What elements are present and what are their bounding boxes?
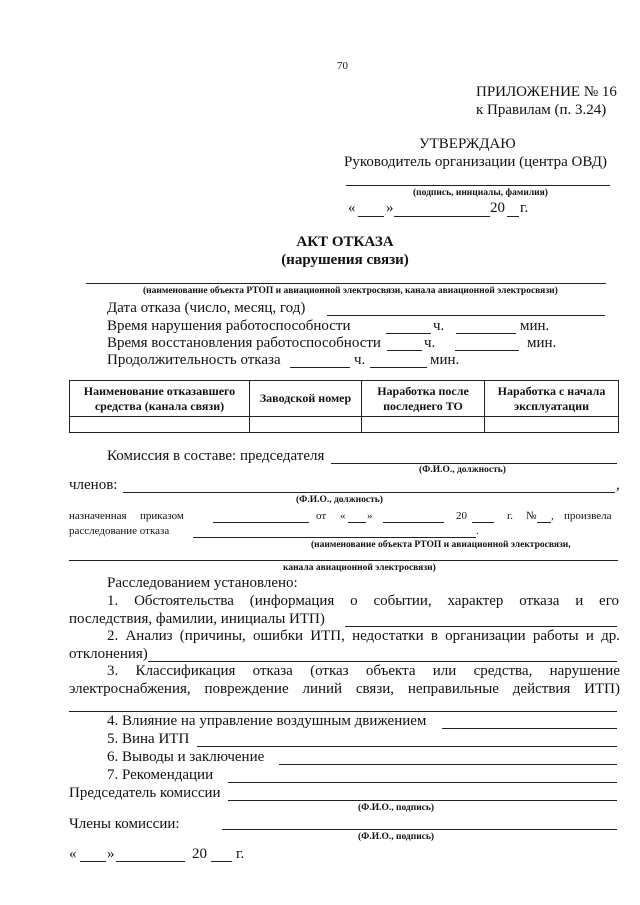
order-year-suffix: г.: [507, 510, 514, 522]
members-signature-caption: (Ф.И.О., подпись): [358, 832, 435, 842]
act-title: АКТ ОТКАЗА: [296, 234, 394, 250]
table-cell-name[interactable]: [70, 417, 250, 433]
approval-position: Руководитель организации (центра ОВД): [344, 154, 607, 170]
appendix-title: ПРИЛОЖЕНИЕ № 16: [476, 84, 617, 100]
members-label: членов:: [69, 477, 118, 493]
finding-1-field[interactable]: [345, 626, 617, 627]
page-number: 70: [337, 60, 348, 72]
investigation-object-field-2[interactable]: [69, 560, 618, 561]
order-word-performed: произвела: [564, 510, 612, 522]
finding-5-field[interactable]: [197, 746, 617, 747]
final-date-close: »: [107, 846, 115, 862]
table-cell-since-start[interactable]: [485, 417, 619, 433]
investigation-end: .: [476, 525, 479, 537]
equipment-table: [69, 380, 619, 433]
finding-4-label: 4. Влияние на управление воздушным движением: [107, 713, 427, 729]
disruption-minutes-unit: мин.: [520, 318, 550, 334]
order-year-field[interactable]: [472, 522, 494, 523]
approval-sign-line[interactable]: [346, 185, 610, 186]
final-date-year: 20: [192, 846, 207, 862]
act-subtitle: (нарушения связи): [281, 252, 409, 268]
duration-hours-unit: ч.: [354, 352, 366, 368]
table-header-since-start: Наработка с начала эксплуатации: [485, 381, 619, 417]
table-header-serial: Заводской номер: [250, 381, 362, 417]
approval-date-suffix: г.: [520, 200, 529, 216]
investigation-label: расследование отказа: [69, 525, 170, 537]
final-date-suffix: г.: [236, 846, 245, 862]
finding-3-line-1: 3. Классификация отказа (отказ объекта или средства, нарушение: [107, 663, 620, 679]
order-name-field[interactable]: [213, 522, 309, 523]
disruption-minutes-field[interactable]: [456, 333, 516, 334]
finding-2-field[interactable]: [148, 661, 617, 662]
members-end: ,: [616, 477, 620, 493]
disruption-time-label: Время нарушения работоспособности: [107, 318, 351, 334]
chair-signature-label: Председатель комиссии: [69, 785, 221, 801]
approval-month-field[interactable]: [394, 216, 490, 217]
approval-date-year: 20: [490, 200, 505, 216]
appendix-ref: к Правилам (п. 3.24): [476, 102, 607, 118]
restore-hours-field[interactable]: [387, 350, 422, 351]
members-field[interactable]: [123, 492, 615, 493]
finding-2-line-1: 2. Анализ (причины, ошибки ИТП, недостатки в организации работы и др.: [107, 628, 620, 644]
order-month-field[interactable]: [383, 522, 444, 523]
approval-day-field[interactable]: [358, 216, 384, 217]
approval-heading: УТВЕРЖДАЮ: [419, 136, 516, 152]
finding-1-line-1: 1. Обстоятельства (информация о событии, характер отказа и его: [107, 593, 619, 609]
failure-date-label: Дата отказа (число, месяц, год): [107, 300, 306, 316]
table-cell-serial[interactable]: [250, 417, 362, 433]
order-day-field[interactable]: [348, 522, 366, 523]
investigation-caption-2: канала авиационной электросвязи): [283, 563, 436, 573]
finding-7-field[interactable]: [228, 782, 617, 783]
commission-intro: Комиссия в составе: председателя: [107, 448, 325, 464]
order-number-field[interactable]: [537, 522, 551, 523]
chair-signature-field[interactable]: [228, 800, 617, 801]
final-month-field[interactable]: [116, 861, 185, 862]
restore-minutes-unit: мин.: [527, 335, 557, 351]
order-date-open: «: [340, 510, 346, 522]
members-signature-label: Члены комиссии:: [69, 816, 180, 832]
members-caption: (Ф.И.О., должность): [296, 495, 383, 505]
order-word-order: приказом: [140, 510, 184, 522]
duration-minutes-unit: мин.: [430, 352, 460, 368]
final-year-field[interactable]: [211, 861, 232, 862]
order-word-appointed: назначенная: [69, 510, 127, 522]
final-day-field[interactable]: [80, 861, 106, 862]
finding-6-label: 6. Выводы и заключение: [107, 749, 265, 765]
investigation-object-field[interactable]: [193, 537, 476, 538]
restore-minutes-field[interactable]: [455, 350, 519, 351]
approval-sign-caption: (подпись, инициалы, фамилия): [413, 188, 548, 198]
findings-intro: Расследованием установлено:: [107, 575, 298, 591]
duration-label: Продолжительность отказа: [107, 352, 281, 368]
table-cell-since-maintenance[interactable]: [362, 417, 485, 433]
members-signature-field[interactable]: [222, 829, 617, 830]
table-header-name: Наименование отказавшего средства (канала связи): [70, 381, 250, 417]
disruption-hours-field[interactable]: [386, 333, 431, 334]
order-comma: ,: [551, 510, 554, 522]
table-header-since-maintenance: Наработка после последнего ТО: [362, 381, 485, 417]
restore-time-label: Время восстановления работоспособности: [107, 335, 381, 351]
approval-year-field[interactable]: [507, 216, 519, 217]
duration-minutes-field[interactable]: [370, 367, 427, 368]
finding-3-line-2: электроснабжения, повреждение линий связи, неправильные действия ИТП): [69, 681, 620, 697]
chair-field[interactable]: [331, 463, 617, 464]
final-date-open: «: [69, 846, 77, 862]
disruption-hours-unit: ч.: [433, 318, 445, 334]
finding-1-line-2: последствия, фамилии, инициалы ИТП): [69, 611, 325, 627]
chair-signature-caption: (Ф.И.О., подпись): [358, 803, 435, 813]
order-word-from: от: [316, 510, 327, 522]
order-date-close: »: [367, 510, 373, 522]
finding-5-label: 5. Вина ИТП: [107, 731, 190, 747]
investigation-caption-1: (наименование объекта РТОП и авиационной электросвязи,: [311, 540, 571, 550]
duration-hours-field[interactable]: [290, 367, 350, 368]
finding-7-label: 7. Рекомендации: [107, 767, 214, 783]
failure-date-field[interactable]: [327, 315, 605, 316]
finding-6-field[interactable]: [279, 764, 617, 765]
finding-3-field[interactable]: [69, 711, 617, 712]
object-name-caption: (наименование объекта РТОП и авиационной электросвязи, канала авиационной электросвязи): [143, 286, 558, 296]
order-number-sign: №: [526, 510, 537, 522]
order-year: 20: [456, 510, 467, 522]
restore-hours-unit: ч.: [424, 335, 436, 351]
finding-4-field[interactable]: [442, 728, 617, 729]
approval-date-open: «: [348, 200, 356, 216]
object-name-line[interactable]: [86, 283, 606, 284]
approval-date-close: »: [386, 200, 394, 216]
finding-2-line-2: отклонения): [69, 646, 148, 662]
chair-caption: (Ф.И.О., должность): [419, 465, 506, 475]
